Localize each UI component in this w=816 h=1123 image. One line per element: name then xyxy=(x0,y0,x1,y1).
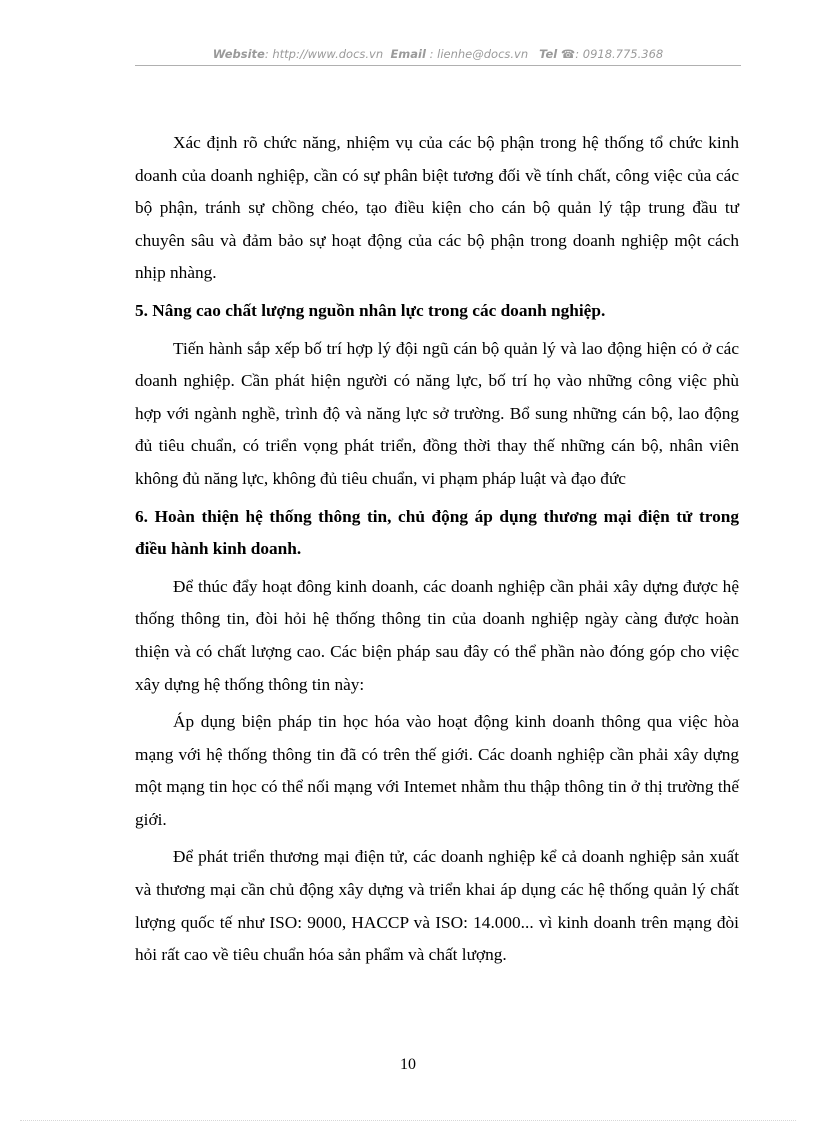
website-value: : http://www.docs.vn xyxy=(264,47,384,61)
email-label: Email xyxy=(390,47,426,61)
phone-icon: ☎ xyxy=(560,47,576,61)
footer-divider xyxy=(20,1120,796,1121)
paragraph-ecommerce: Để phát triển thương mại điện tử, các doanh nghiệp kể cả doanh nghiệp sản xuất và thương mại cần chủ động xây dựng và triển khai áp dụng các hệ thống quản lý chất lượng quốc tế như ISO: 9000, HACCP và ISO: 14.000... vì kinh doanh trên mạng đòi hỏi rất cao về tiêu chuẩn hóa sản phẩm và chất lượng. xyxy=(135,847,739,965)
paragraph-human-resources: Tiến hành sắp xếp bố trí hợp lý đội ngũ cán bộ quản lý và lao động hiện có ở các doanh nghiệp. Cần phát hiện người có năng lực, bố trí họ vào những công việc phù hợp với ngành nghề, trình độ và năng lực sở trường. Bổ sung những cán bộ, lao động đủ tiêu chuẩn, có triển vọng phát triển, đồng thời thay thế những cán bộ, nhân viên không đủ năng lực, không đủ tiêu chuẩn, vi phạm pháp luật và đạo đức xyxy=(135,338,739,488)
website-label: Website xyxy=(212,47,265,61)
tel-label: Tel xyxy=(539,47,558,61)
document-body xyxy=(135,127,739,977)
heading-section-5: 5. Nâng cao chất lượng nguồn nhân lực trong các doanh nghiệp. xyxy=(135,300,606,320)
paragraph-information-system: Để thúc đẩy hoạt đông kinh doanh, các doanh nghiệp cần phải xây dựng được hệ thống thông tin, đòi hỏi hệ thống thông tin của doanh nghiệp ngày càng được hoàn thiện và có chất lượng cao. Các biện pháp sau đây có thể phần nào đóng góp cho việc xây dựng hệ thống thông tin này: xyxy=(135,576,739,694)
heading-section-6: 6. Hoàn thiện hệ thống thông tin, chủ động áp dụng thương mại điện tử trong điều hành kinh doanh. xyxy=(135,506,739,559)
tel-value: : 0918.775.368 xyxy=(575,47,664,61)
paragraph-org-functions: Xác định rõ chức năng, nhiệm vụ của các bộ phận trong hệ thống tổ chức kinh doanh của doanh nghiệp, cần có sự phân biệt tương đối về tính chất, công việc của các bộ phận, tránh sự chồng chéo, tạo điều kiện cho cán bộ quản lý tập trung đầu tư chuyên sâu và đảm bảo sự hoạt động của các bộ phận trong doanh nghiệp một cách nhịp nhàng. xyxy=(135,133,739,283)
header-divider xyxy=(135,65,741,66)
page-header xyxy=(135,47,741,61)
page-number: 10 xyxy=(400,1056,416,1073)
email-value: : lienhe@docs.vn xyxy=(429,47,529,61)
paragraph-computerization: Áp dụng biện pháp tin học hóa vào hoạt động kinh doanh thông qua việc hòa mạng với hệ thống thông tin đã có trên thế giới. Các doanh nghiệp cần phải xây dựng một mạng tin học có thể nối mạng với Intemet nhằm thu thập thông tin ở thị trường thế giới. xyxy=(135,712,739,829)
